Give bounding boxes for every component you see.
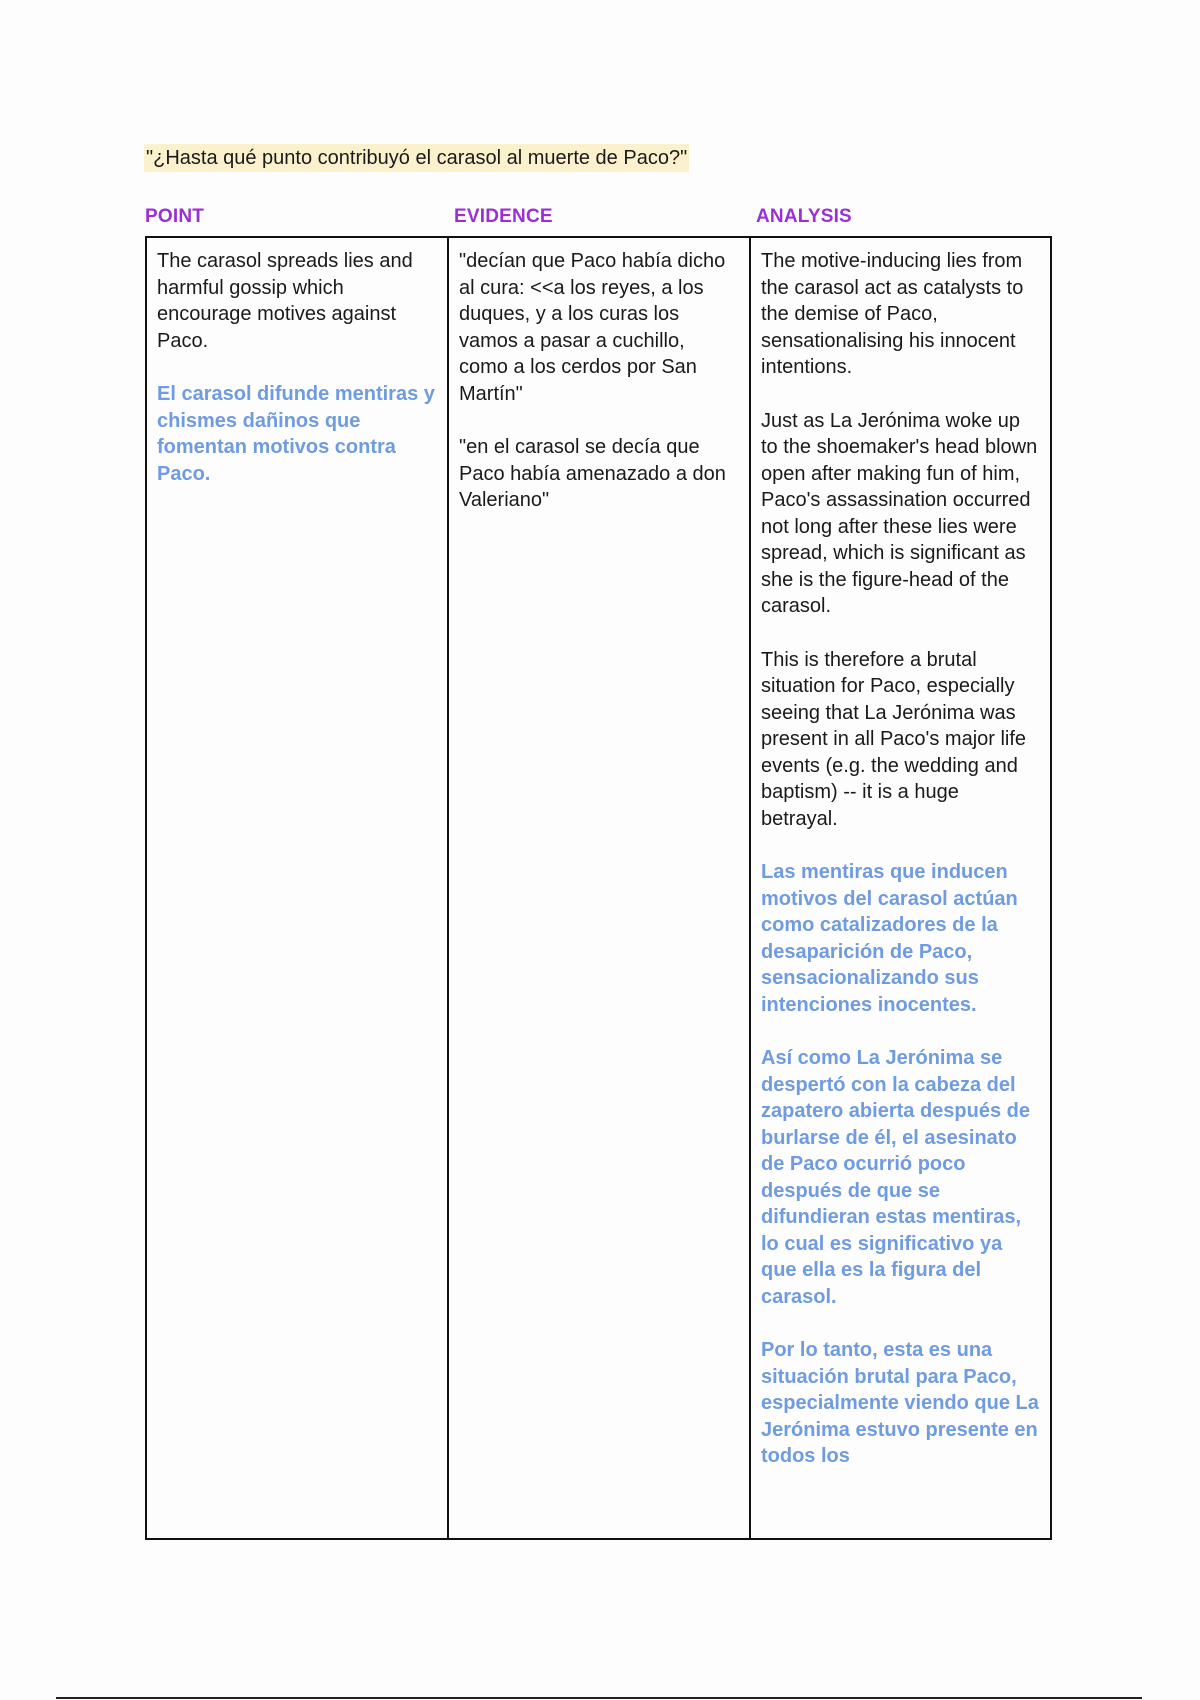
column-headers <box>0 206 1200 232</box>
evidence-column <box>449 238 751 1538</box>
point-text-spanish: El carasol difunde mentiras y chismes dañinos que fomentan motivos contra Paco. <box>157 383 435 485</box>
point-text-english: The carasol spreads lies and harmful gossip which encourage motives against Paco. <box>157 250 413 352</box>
point-column <box>147 238 449 1538</box>
analysis-english-3: This is therefore a brutal situation for Paco, especially seeing that La Jerónima was present in all Paco's major life events (e.g. the wedding and baptism) -- it is a huge betrayal. <box>761 648 1027 830</box>
analysis-spanish-2: Así como La Jerónima se despertó con la cabeza del zapatero abierta después de burlarse de él, el asesinato de Paco ocurrió poco después de que se difundieran estas mentiras, lo cual es significativo ya que ella es la figura del carasol. <box>761 1047 1030 1308</box>
analysis-english-1: The motive-inducing lies from the carasol act as catalysts to the demise of Paco, sensationalising his innocent intentions. <box>761 250 1024 378</box>
analysis-spanish-3: Por lo tanto, esta es una situación brutal para Paco, especialmente viendo que La Jerónima estuvo presente en todos los <box>761 1339 1039 1467</box>
pea-table <box>145 236 1052 1540</box>
analysis-spanish-1: Las mentiras que inducen motivos del carasol actúan como catalizadores de la desaparición de Paco, sensacionalizando sus intenciones inocentes. <box>761 861 1018 1016</box>
evidence-quote-2: "en el carasol se decía que Paco había amenazado a don Valeriano" <box>459 436 726 511</box>
header-point: POINT <box>145 206 205 227</box>
evidence-quote-1: "decían que Paco había dicho al cura: <<a los reyes, a los duques, y a los curas los vamos a pasar a cuchillo, como a los cerdos por San Martín" <box>459 250 726 405</box>
analysis-english-2: Just as La Jerónima woke up to the shoemaker's head blown open after making fun of him, Paco's assassination occurred not long after these lies were spread, which is significant as she is the figure-head of the carasol. <box>761 409 1038 617</box>
header-evidence: EVIDENCE <box>454 206 553 227</box>
header-analysis: ANALYSIS <box>756 206 852 227</box>
page-title: "¿Hasta qué punto contribuyó el carasol al muerte de Paco?" <box>144 144 689 172</box>
footer-divider <box>56 1697 1142 1699</box>
analysis-column <box>751 238 1050 1538</box>
